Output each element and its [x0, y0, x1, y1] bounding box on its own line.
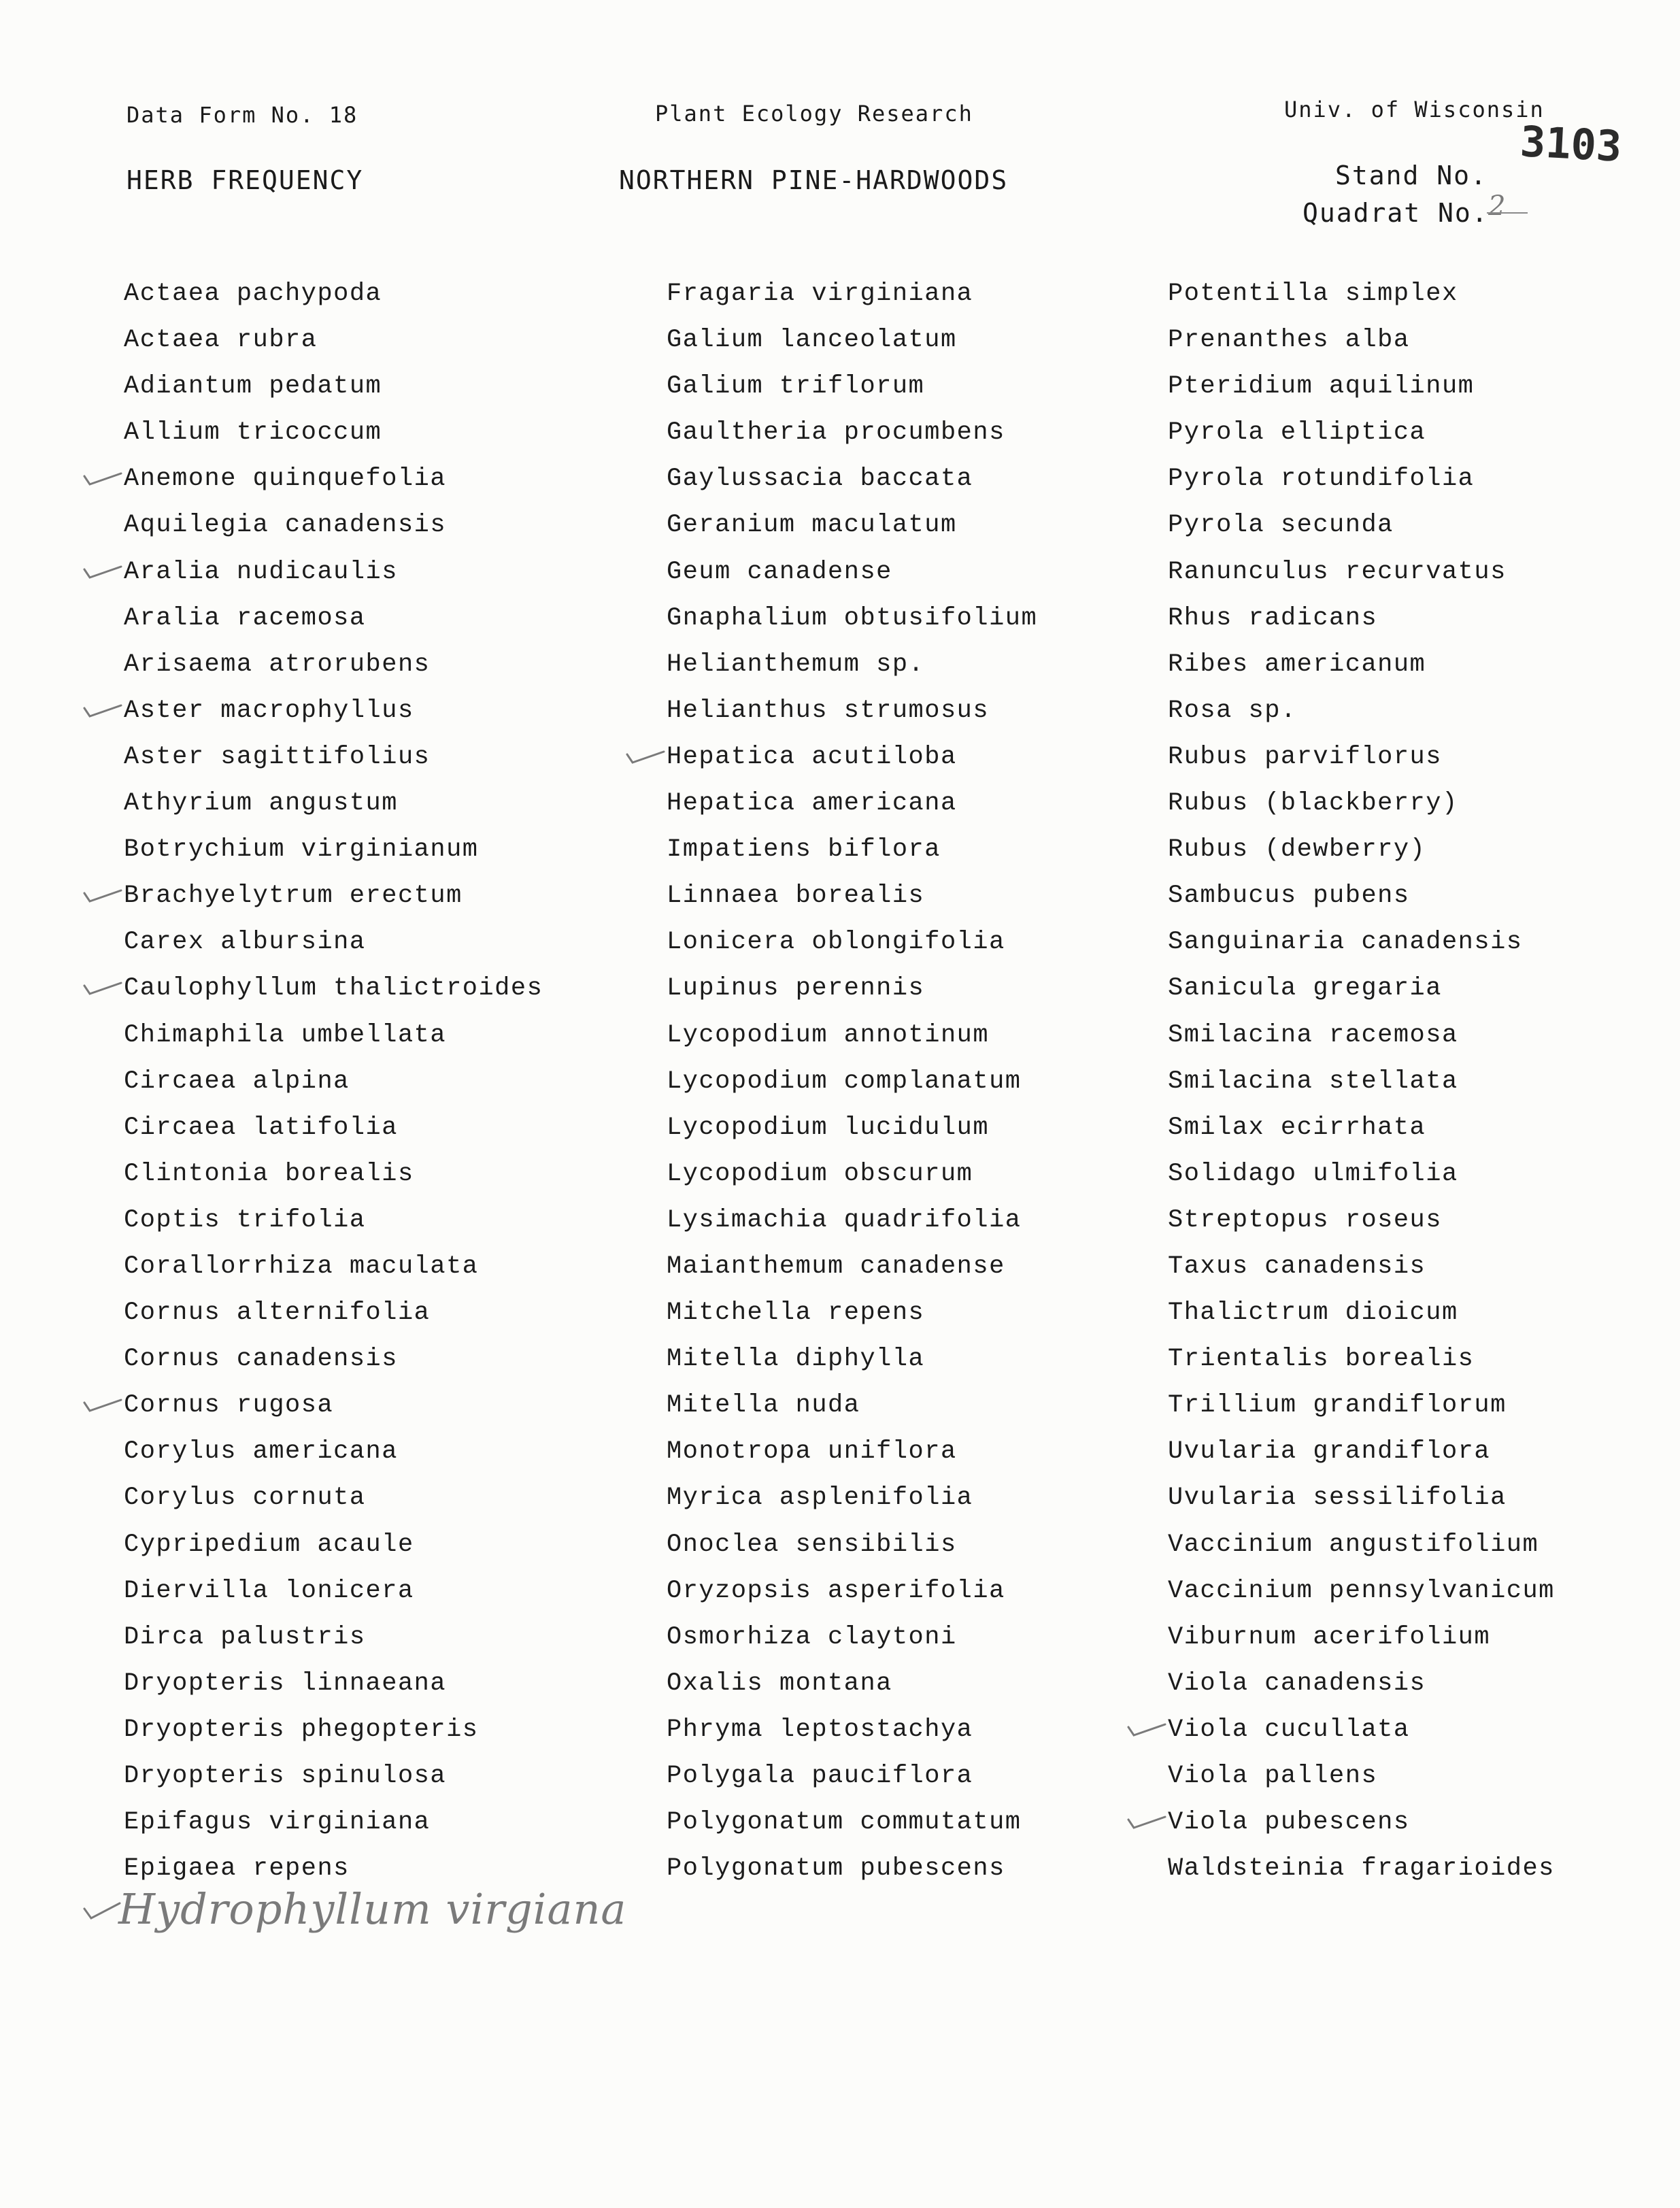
species-row — [667, 271, 1156, 317]
species-row — [1168, 549, 1658, 595]
species-row — [667, 1336, 1156, 1382]
species-name: Circaea latifolia — [124, 1113, 398, 1142]
species-name: Oxalis montana — [667, 1669, 892, 1698]
species-name: Pteridium aquilinum — [1168, 372, 1475, 401]
species-row — [1168, 1197, 1658, 1243]
species-name: Sambucus pubens — [1168, 882, 1410, 911]
species-name: Rubus (dewberry) — [1168, 835, 1426, 865]
species-name: Ribes americanum — [1168, 650, 1426, 679]
species-name: Rubus (blackberry) — [1168, 789, 1458, 818]
species-name: Botrychium virginianum — [124, 835, 479, 865]
species-row — [667, 1753, 1156, 1799]
species-row — [1168, 1522, 1658, 1568]
species-name: Helianthus strumosus — [667, 696, 990, 725]
species-name: Aralia nudicaulis — [124, 557, 398, 586]
species-name: Gaultheria procumbens — [667, 418, 1005, 448]
species-name: Lycopodium annotinum — [667, 1020, 990, 1050]
species-row — [667, 1614, 1156, 1660]
species-name: Coptis trifolia — [124, 1205, 366, 1235]
species-row — [667, 1012, 1156, 1058]
species-name: Mitella nuda — [667, 1391, 860, 1420]
species-row — [1168, 688, 1658, 734]
species-name: Gnaphalium obtusifolium — [667, 603, 1038, 633]
species-row — [1168, 1151, 1658, 1197]
species-row — [124, 919, 614, 965]
species-row — [124, 502, 614, 548]
species-row — [124, 317, 614, 363]
species-name: Arisaema atrorubens — [124, 650, 431, 679]
species-name: Viburnum acerifolium — [1168, 1622, 1491, 1652]
species-row — [124, 1568, 614, 1614]
species-row — [124, 688, 614, 734]
species-name: Vaccinium angustifolium — [1168, 1530, 1539, 1559]
species-name: Circaea alpina — [124, 1067, 350, 1096]
community-type: NORTHERN PINE-HARDWOODS — [619, 165, 1009, 195]
quadrat-number-underline — [1487, 212, 1528, 214]
species-name: Athyrium angustum — [124, 789, 398, 818]
species-row — [1168, 1428, 1658, 1475]
species-name: Pyrola rotundifolia — [1168, 465, 1475, 494]
species-row — [1168, 965, 1658, 1011]
species-row — [1168, 1707, 1658, 1753]
species-name: Actaea rubra — [124, 326, 318, 355]
species-name: Carex albursina — [124, 928, 366, 957]
species-name: Corylus cornuta — [124, 1484, 366, 1513]
species-row — [1168, 1614, 1658, 1660]
species-column-3 — [1168, 271, 1658, 1892]
species-row — [124, 1151, 614, 1197]
species-name: Rhus radicans — [1168, 603, 1378, 633]
species-row — [124, 1290, 614, 1336]
species-name: Galium triflorum — [667, 372, 925, 401]
species-row — [1168, 317, 1658, 363]
species-row — [124, 1012, 614, 1058]
species-row — [124, 1753, 614, 1799]
species-row — [124, 734, 614, 780]
species-name: Viola pubescens — [1168, 1808, 1410, 1837]
species-row — [667, 873, 1156, 919]
species-row — [1168, 271, 1658, 317]
species-row — [667, 1428, 1156, 1475]
species-name: Sanguinaria canadensis — [1168, 928, 1523, 957]
species-name: Lysimachia quadrifolia — [667, 1205, 1022, 1235]
species-row — [667, 1058, 1156, 1105]
species-name: Actaea pachypoda — [124, 280, 382, 308]
species-name: Monotropa uniflora — [667, 1437, 957, 1467]
species-row — [124, 1336, 614, 1382]
species-name: Helianthemum sp. — [667, 650, 925, 679]
species-row — [124, 1428, 614, 1475]
species-name: Oryzopsis asperifolia — [667, 1576, 1005, 1605]
stand-number: 3103 — [1519, 116, 1624, 171]
species-row — [1168, 502, 1658, 548]
species-name: Geum canadense — [667, 557, 892, 586]
species-row — [124, 363, 614, 409]
species-name: Sanicula gregaria — [1168, 974, 1442, 1003]
species-name: Hepatica americana — [667, 789, 957, 818]
species-row — [124, 1105, 614, 1151]
species-row — [667, 1845, 1156, 1892]
species-name: Potentilla simplex — [1168, 280, 1458, 308]
species-name: Solidago ulmifolia — [1168, 1159, 1458, 1188]
species-name: Rosa sp. — [1168, 696, 1297, 725]
species-row — [1168, 1382, 1658, 1428]
species-name: Smilacina racemosa — [1168, 1020, 1458, 1050]
species-name: Cornus canadensis — [124, 1345, 398, 1374]
species-row — [667, 919, 1156, 965]
checkmark-icon — [82, 465, 122, 490]
species-name: Phryma leptostachya — [667, 1715, 973, 1744]
species-name: Taxus canadensis — [1168, 1252, 1426, 1281]
species-name: Chimaphila umbellata — [124, 1020, 447, 1050]
quadrat-label: Quadrat No. — [1303, 198, 1489, 228]
species-row — [667, 409, 1156, 456]
species-row — [1168, 1845, 1658, 1892]
species-name: Aster sagittifolius — [124, 742, 431, 771]
species-name: Corylus americana — [124, 1437, 398, 1467]
species-column-1 — [124, 271, 614, 1892]
species-row — [124, 1614, 614, 1660]
species-row — [667, 1105, 1156, 1151]
species-name: Corallorrhiza maculata — [124, 1252, 479, 1281]
species-row — [124, 1799, 614, 1845]
species-name: Lupinus perennis — [667, 974, 925, 1003]
handwritten-species-name: Hydrophyllum virgiana — [118, 1884, 627, 1934]
species-name: Mitchella repens — [667, 1299, 925, 1328]
species-name: Dryopteris phegopteris — [124, 1715, 479, 1744]
checkmark-icon — [82, 558, 122, 583]
species-row — [667, 363, 1156, 409]
species-row — [124, 826, 614, 873]
species-row — [667, 1151, 1156, 1197]
species-name: Dryopteris spinulosa — [124, 1762, 447, 1790]
species-row — [1168, 734, 1658, 780]
species-row — [124, 1382, 614, 1428]
species-row — [1168, 1799, 1658, 1845]
species-row — [667, 734, 1156, 780]
species-row — [1168, 780, 1658, 826]
species-row — [1168, 409, 1658, 456]
species-name: Viola cucullata — [1168, 1715, 1410, 1744]
species-row — [124, 409, 614, 456]
species-name: Dirca palustris — [124, 1622, 366, 1652]
institution: Univ. of Wisconsin — [1284, 97, 1545, 122]
species-name: Ranunculus recurvatus — [1168, 557, 1507, 586]
species-name: Fragaria virginiana — [667, 280, 973, 308]
species-row — [667, 1660, 1156, 1707]
species-name: Epigaea repens — [124, 1854, 350, 1884]
checkmark-icon — [1126, 1809, 1166, 1833]
checkmark-icon — [82, 975, 122, 999]
species-name: Maianthemum canadense — [667, 1252, 1005, 1281]
species-row — [1168, 1058, 1658, 1105]
species-row — [124, 549, 614, 595]
species-name: Epifagus virginiana — [124, 1808, 431, 1837]
species-row — [124, 1475, 614, 1521]
species-name: Diervilla lonicera — [124, 1576, 414, 1605]
species-name: Impatiens biflora — [667, 835, 941, 865]
species-row — [124, 1197, 614, 1243]
species-name: Linnaea borealis — [667, 882, 925, 911]
species-name: Lycopodium lucidulum — [667, 1113, 990, 1142]
species-name: Lycopodium obscurum — [667, 1159, 973, 1188]
species-name: Smilacina stellata — [1168, 1067, 1458, 1096]
species-row — [1168, 919, 1658, 965]
species-name: Osmorhiza claytoni — [667, 1622, 957, 1652]
species-row — [667, 780, 1156, 826]
species-row — [667, 1799, 1156, 1845]
species-row — [667, 1475, 1156, 1521]
stand-label: Stand No. — [1335, 161, 1488, 190]
species-row — [667, 502, 1156, 548]
species-name: Hepatica acutiloba — [667, 742, 957, 771]
species-row — [667, 1707, 1156, 1753]
species-row — [667, 826, 1156, 873]
species-row — [1168, 873, 1658, 919]
species-row — [667, 549, 1156, 595]
species-name: Lonicera oblongifolia — [667, 928, 1005, 957]
species-name: Dryopteris linnaeana — [124, 1669, 447, 1698]
species-row — [667, 1568, 1156, 1614]
species-name: Anemone quinquefolia — [124, 465, 447, 494]
species-name: Streptopus roseus — [1168, 1205, 1442, 1235]
quadrat-number: 2 — [1488, 190, 1506, 222]
species-row — [1168, 1290, 1658, 1336]
species-row — [124, 965, 614, 1011]
species-name: Gaylussacia baccata — [667, 465, 973, 494]
species-row — [1168, 826, 1658, 873]
species-name: Adiantum pedatum — [124, 372, 382, 401]
checkmark-icon — [82, 1899, 122, 1924]
species-name: Myrica asplenifolia — [667, 1484, 973, 1513]
species-row — [124, 1243, 614, 1290]
species-row — [667, 1197, 1156, 1243]
species-row — [1168, 1336, 1658, 1382]
species-row — [667, 641, 1156, 688]
species-name: Geranium maculatum — [667, 511, 957, 540]
species-row — [124, 456, 614, 502]
project-name: Plant Ecology Research — [655, 101, 973, 127]
species-name: Lycopodium complanatum — [667, 1067, 1022, 1096]
species-row — [667, 456, 1156, 502]
species-row — [667, 595, 1156, 641]
species-row — [667, 317, 1156, 363]
species-column-2 — [667, 271, 1156, 1892]
species-row — [124, 1522, 614, 1568]
species-name: Trillium grandiflorum — [1168, 1391, 1507, 1420]
species-row — [124, 1660, 614, 1707]
species-row — [124, 595, 614, 641]
species-name: Cypripedium acaule — [124, 1530, 414, 1559]
species-name: Uvularia grandiflora — [1168, 1437, 1491, 1467]
species-name: Uvularia sessilifolia — [1168, 1484, 1507, 1513]
species-name: Clintonia borealis — [124, 1159, 414, 1188]
checkmark-icon — [1126, 1716, 1166, 1741]
species-row — [1168, 1660, 1658, 1707]
species-name: Thalictrum dioicum — [1168, 1299, 1458, 1328]
species-row — [124, 780, 614, 826]
species-row — [1168, 1475, 1658, 1521]
checkmark-icon — [82, 1392, 122, 1416]
species-name: Aralia racemosa — [124, 603, 366, 633]
species-row — [124, 873, 614, 919]
species-name: Onoclea sensibilis — [667, 1530, 957, 1559]
species-name: Viola canadensis — [1168, 1669, 1426, 1698]
species-row — [667, 1382, 1156, 1428]
species-row — [1168, 456, 1658, 502]
checkmark-icon — [624, 743, 665, 768]
species-name: Rubus parviflorus — [1168, 742, 1442, 771]
species-name: Vaccinium pennsylvanicum — [1168, 1576, 1555, 1605]
species-name: Pyrola secunda — [1168, 511, 1394, 540]
form-title: HERB FREQUENCY — [127, 165, 364, 195]
species-name: Polygonatum commutatum — [667, 1808, 1022, 1837]
species-row — [1168, 1012, 1658, 1058]
species-name: Cornus alternifolia — [124, 1299, 431, 1328]
species-name: Aster macrophyllus — [124, 696, 414, 725]
species-name: Cornus rugosa — [124, 1391, 334, 1420]
species-row — [667, 965, 1156, 1011]
species-name: Smilax ecirrhata — [1168, 1113, 1426, 1142]
species-name: Aquilegia canadensis — [124, 511, 447, 540]
species-name: Polygonatum pubescens — [667, 1854, 1005, 1884]
species-row — [124, 1707, 614, 1753]
species-name: Viola pallens — [1168, 1762, 1378, 1790]
species-row — [667, 1243, 1156, 1290]
species-name: Allium tricoccum — [124, 418, 382, 448]
species-row — [124, 1058, 614, 1105]
species-row — [667, 1290, 1156, 1336]
species-name: Caulophyllum thalictroides — [124, 974, 543, 1003]
species-row — [1168, 1105, 1658, 1151]
species-name: Prenanthes alba — [1168, 326, 1410, 355]
species-name: Trientalis borealis — [1168, 1345, 1475, 1374]
species-row — [124, 641, 614, 688]
species-name: Waldsteinia fragarioides — [1168, 1854, 1555, 1884]
species-name: Brachyelytrum erectum — [124, 882, 463, 911]
species-row — [124, 271, 614, 317]
species-row — [667, 688, 1156, 734]
species-row — [1168, 595, 1658, 641]
species-row — [1168, 363, 1658, 409]
species-name: Galium lanceolatum — [667, 326, 957, 355]
species-name: Mitella diphylla — [667, 1345, 925, 1374]
species-row — [1168, 1753, 1658, 1799]
species-row — [1168, 1243, 1658, 1290]
species-row — [1168, 1568, 1658, 1614]
species-name: Polygala pauciflora — [667, 1762, 973, 1790]
species-row — [1168, 641, 1658, 688]
checkmark-icon — [82, 882, 122, 907]
species-row — [667, 1522, 1156, 1568]
species-name: Pyrola elliptica — [1168, 418, 1426, 448]
checkmark-icon — [82, 697, 122, 722]
form-number: Data Form No. 18 — [127, 102, 358, 128]
